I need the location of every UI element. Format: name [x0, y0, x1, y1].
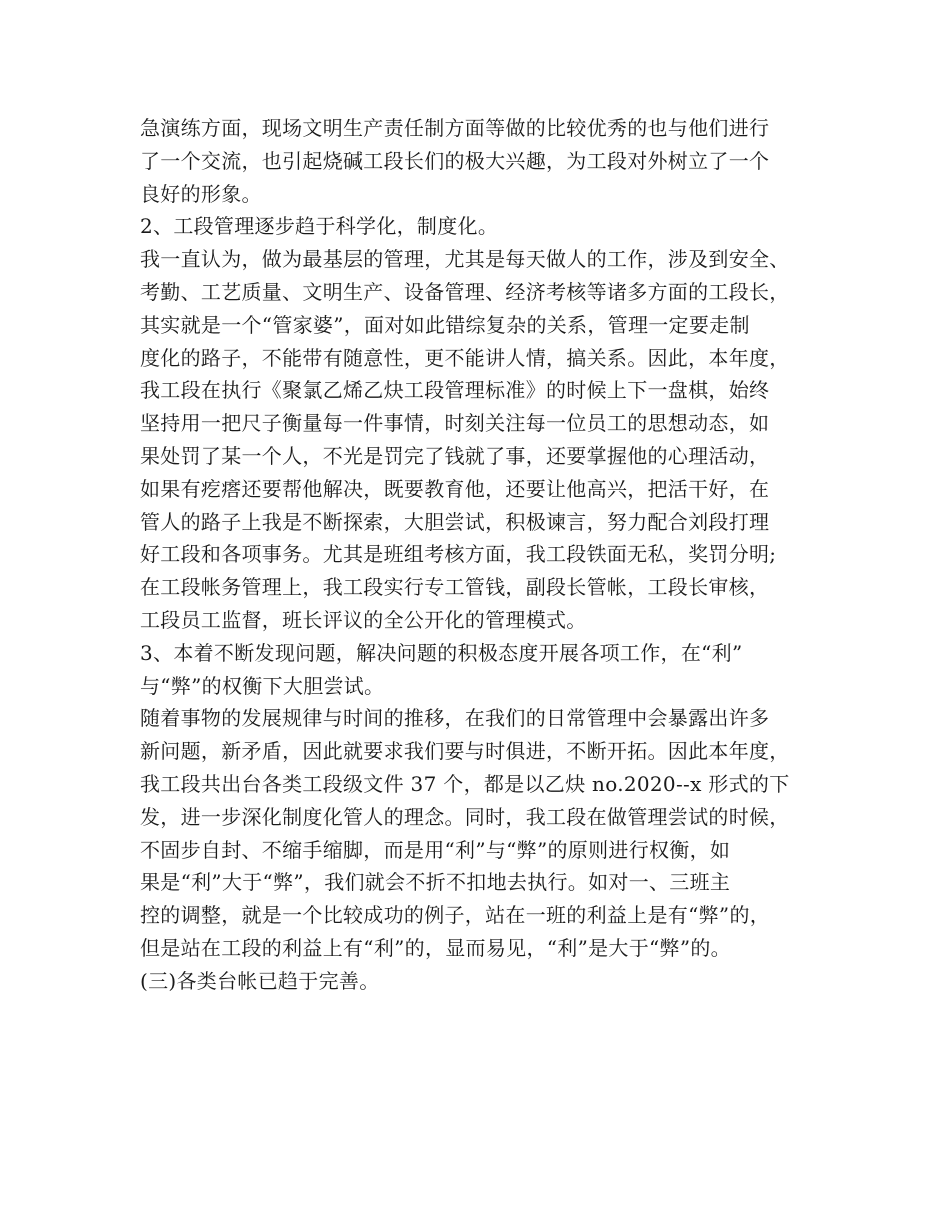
- text-line: 随着事物的发展规律与时间的推移，在我们的日常管理中会暴露出许多: [140, 706, 770, 731]
- section-heading: 2、工段管理逐步趋于科学化，制度化。: [140, 214, 499, 239]
- body-text: [140, 112, 840, 998]
- text-line: 如果有疙瘩还要帮他解决，既要教育他，还要让他高兴，把活干好，在: [140, 476, 770, 501]
- text-line: 其实就是一个“管家婆”，面对如此错综复杂的关系，管理一定要走制: [140, 312, 750, 337]
- text-line: 良好的形象。: [140, 181, 262, 206]
- text-line: 考勤、工艺质量、文明生产、设备管理、经济考核等诸多方面的工段长，: [140, 279, 790, 304]
- text-line: 工段员工监督，班长评议的全公开化的管理模式。: [140, 607, 587, 632]
- text-line: 但是站在工段的利益上有“利”的，显而易见，“利”是大于“弊”的。: [140, 935, 731, 960]
- text-line: 控的调整，就是一个比较成功的例子，站在一班的利益上是有“弊”的，: [140, 903, 771, 928]
- text-line: 不固步自封、不缩手缩脚，而是用“利”与“弊”的原则进行权衡，如: [140, 837, 731, 862]
- text-line: 果是“利”大于“弊”，我们就会不折不扣地去执行。如对一、三班主: [140, 870, 731, 895]
- text-line: 度化的路子，不能带有随意性，更不能讲人情，搞关系。因此，本年度，: [140, 345, 790, 370]
- text-line: 急演练方面，现场文明生产责任制方面等做的比较优秀的也与他们进行: [140, 116, 770, 140]
- text-line: 果处罚了某一个人，不光是罚完了钱就了事，还要掌握他的心理活动，: [140, 443, 770, 468]
- text-line: 新问题，新矛盾，因此就要求我们要与时俱进，不断开拓。因此本年度，: [140, 739, 790, 764]
- text-line: 了一个交流，也引起烧碱工段长们的极大兴趣，为工段对外树立了一个: [140, 148, 770, 173]
- section-heading: 3、本着不断发现问题，解决问题的积极态度开展各项工作，在“利”: [140, 640, 743, 665]
- text-line: 发，进一步深化制度化管人的理念。同时，我工段在做管理尝试的时候，: [140, 804, 790, 829]
- section-heading: (三)各类台帐已趋于完善。: [140, 968, 380, 993]
- text-line: 在工段帐务管理上，我工段实行专工管钱，副段长管帐，工段长审核，: [140, 575, 770, 600]
- text-line: 我一直认为，做为最基层的管理，尤其是每天做人的工作，涉及到安全、: [140, 247, 790, 272]
- text-line: 我工段共出台各类工段级文件 37 个，都是以乙炔 no.2020--x 形式的下: [140, 771, 790, 796]
- text-line: 我工段在执行《聚氯乙烯乙炔工段管理标准》的时候上下一盘棋，始终: [140, 378, 770, 403]
- text-line: 管人的路子上我是不断探索，大胆尝试，积极谏言，努力配合刘段打理: [140, 509, 770, 534]
- section-heading: 与“弊”的权衡下大胆尝试。: [140, 673, 385, 698]
- text-line: 好工段和各项事务。尤其是班组考核方面，我工段铁面无私，奖罚分明;: [140, 542, 777, 567]
- text-line: 坚持用一把尺子衡量每一件事情，时刻关注每一位员工的思想动态，如: [140, 411, 770, 436]
